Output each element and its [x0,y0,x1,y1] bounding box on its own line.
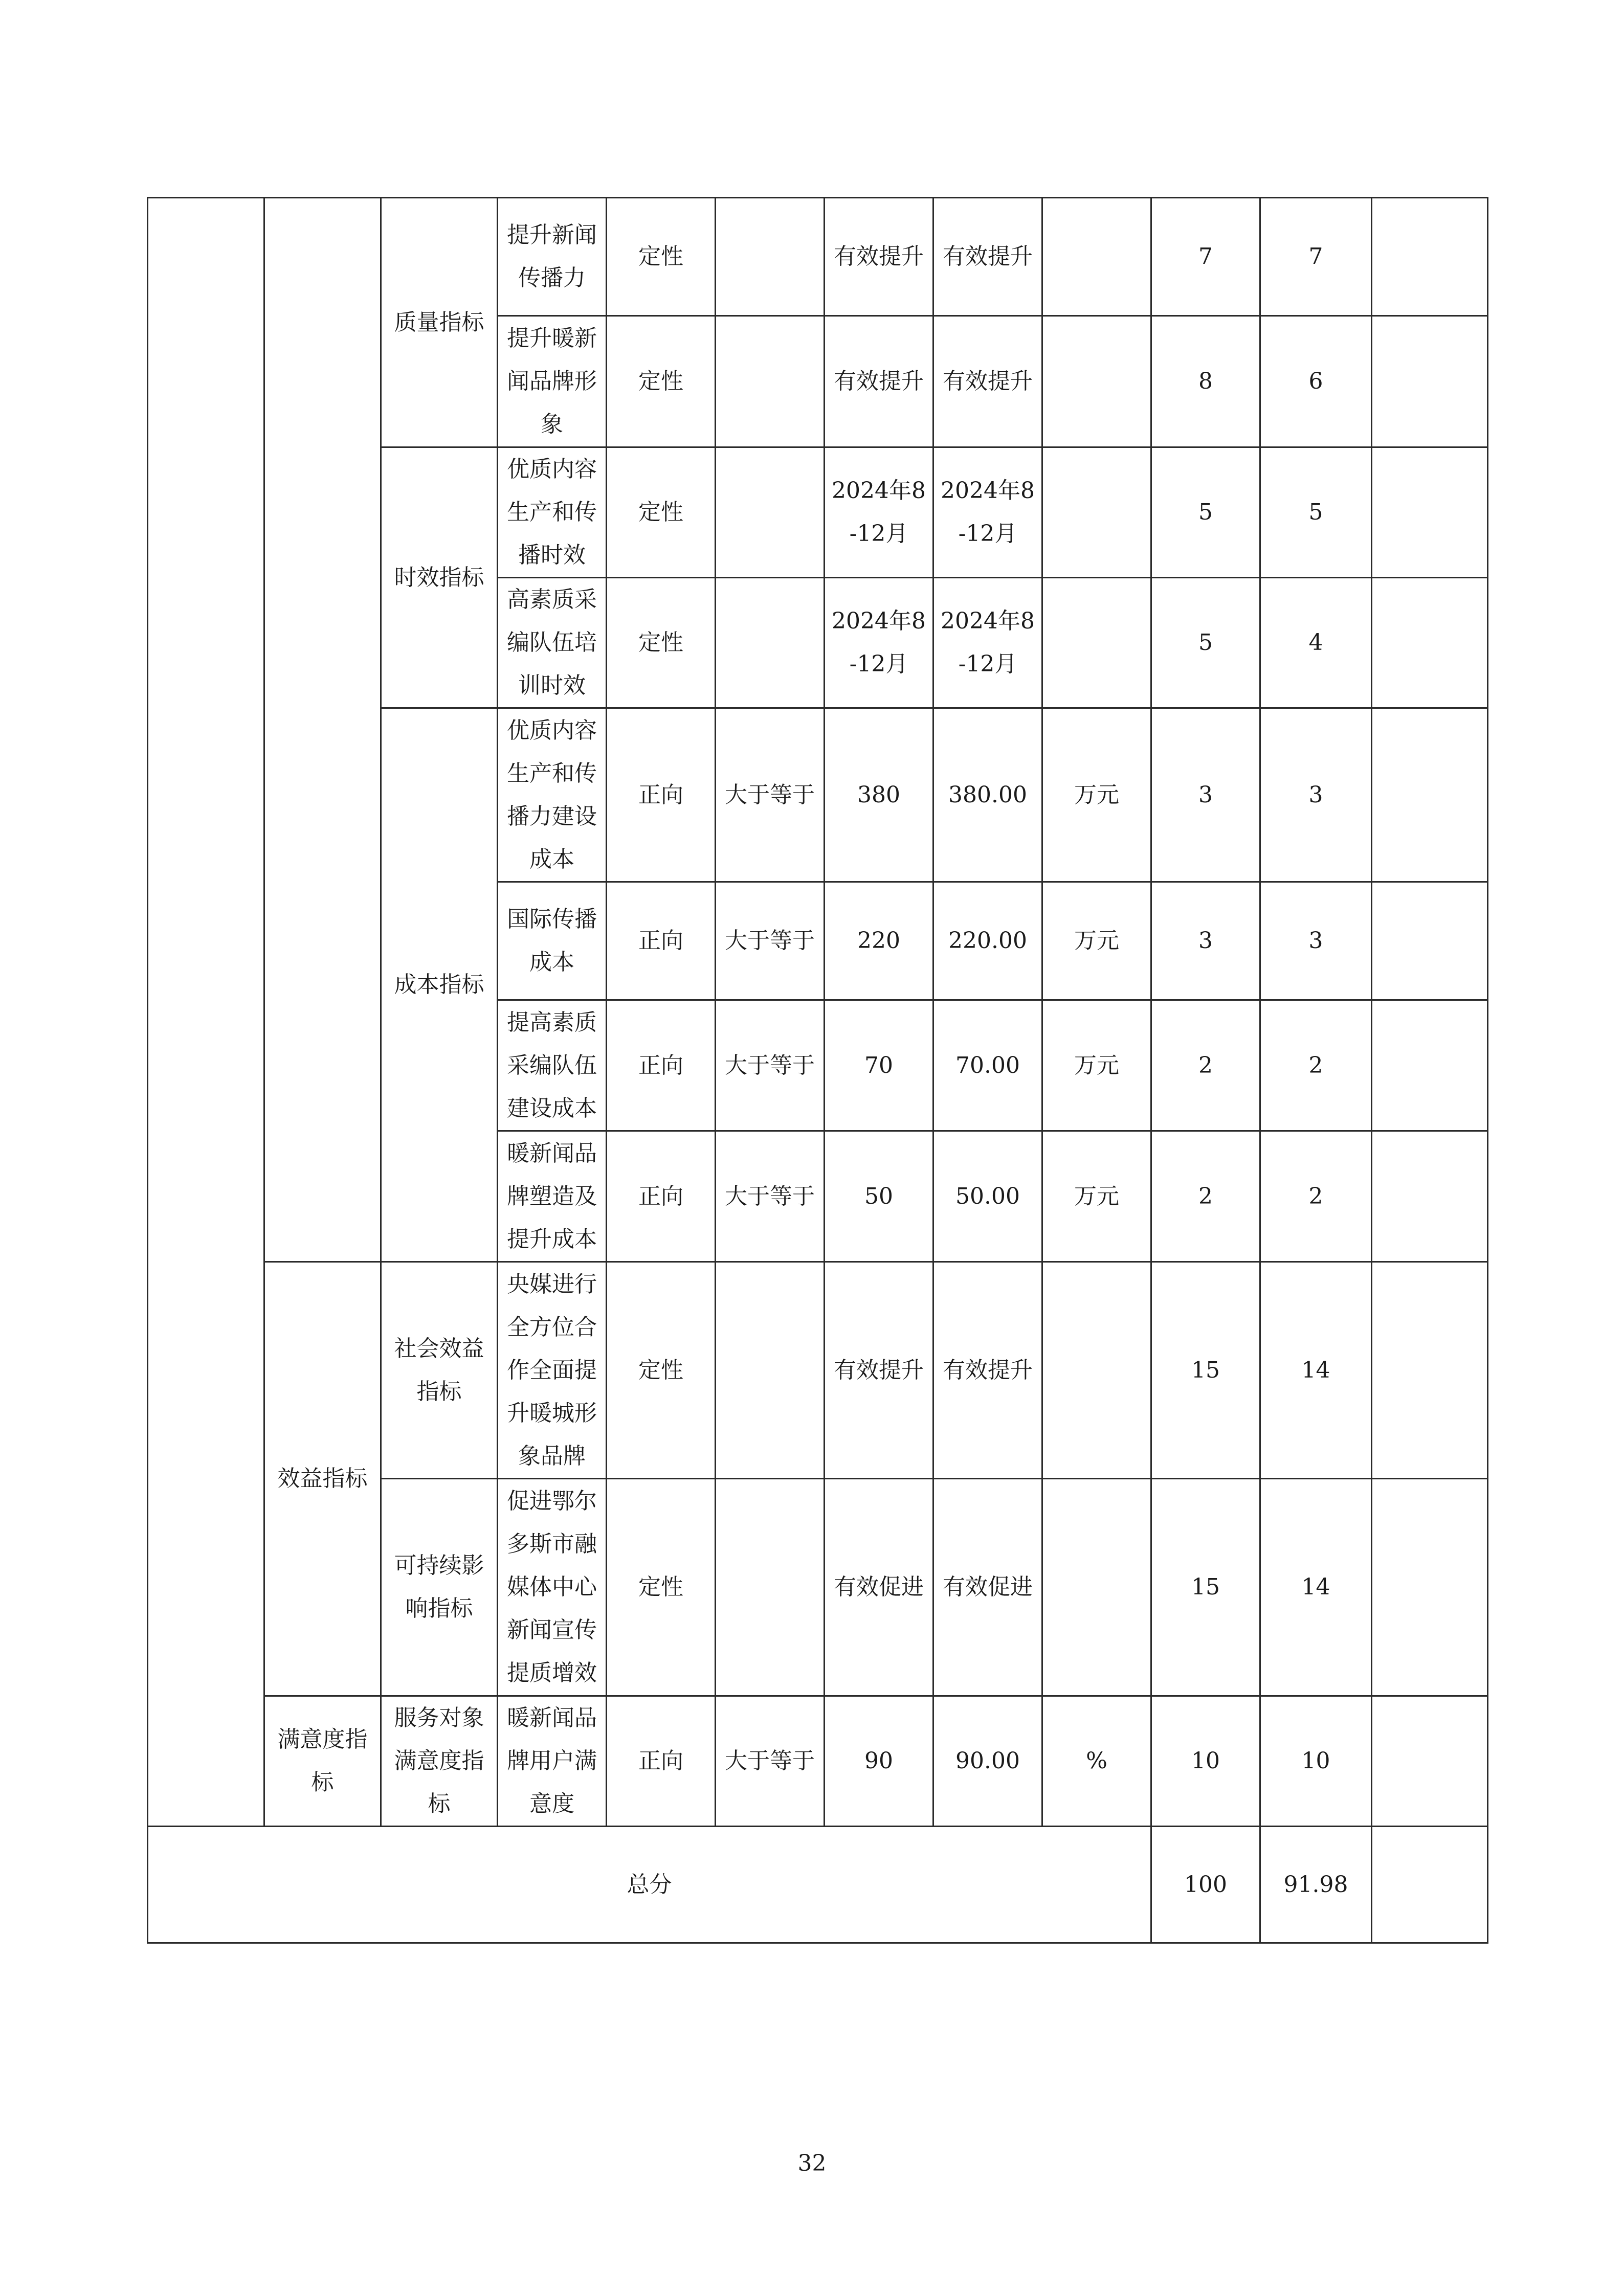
indicator-name: 优质内容生产和传播力建设成本 [498,708,607,882]
indicator-unit: 万元 [1042,882,1151,1000]
indicator-weight: 7 [1151,198,1260,316]
indicator-note [1372,316,1488,447]
indicator-target: 90 [825,1696,933,1827]
indicator-unit [1042,578,1151,708]
indicator-unit: 万元 [1042,1000,1151,1131]
indicator-score: 10 [1260,1696,1372,1827]
indicator-attr: 定性 [607,1479,716,1696]
indicator-weight: 8 [1151,316,1260,447]
indicator-weight: 15 [1151,1479,1260,1696]
indicator-target: 有效提升 [825,198,933,316]
indicator-weight: 10 [1151,1696,1260,1827]
indicator-actual: 有效提升 [933,198,1042,316]
indicator-name: 暖新闻品牌塑造及提升成本 [498,1131,607,1262]
indicator-note [1372,578,1488,708]
indicator-score: 3 [1260,708,1372,882]
level2-cell: 满意度指标 [264,1696,381,1827]
indicator-weight: 5 [1151,578,1260,708]
indicator-score: 14 [1260,1479,1372,1696]
indicator-note [1372,1131,1488,1262]
level3-cell: 成本指标 [381,708,498,1262]
indicator-weight: 3 [1151,882,1260,1000]
indicator-name: 暖新闻品牌用户满意度 [498,1696,607,1827]
indicator-operator [716,198,825,316]
indicator-attr: 正向 [607,1000,716,1131]
indicator-actual: 有效促进 [933,1479,1042,1696]
level3-cell: 社会效益指标 [381,1262,498,1479]
indicator-actual: 2024年8-12月 [933,447,1042,578]
indicator-operator: 大于等于 [716,708,825,882]
indicator-target: 2024年8-12月 [825,578,933,708]
indicator-attr: 正向 [607,1696,716,1827]
indicator-actual: 2024年8-12月 [933,578,1042,708]
indicator-note [1372,198,1488,316]
table-row [148,1696,1488,1827]
indicator-target: 有效提升 [825,1262,933,1479]
indicator-name: 国际传播成本 [498,882,607,1000]
indicator-actual: 90.00 [933,1696,1042,1827]
indicator-score: 7 [1260,198,1372,316]
indicator-score: 5 [1260,447,1372,578]
total-weight: 100 [1151,1827,1260,1943]
indicator-unit [1042,316,1151,447]
table-row [148,198,1488,316]
indicator-attr: 定性 [607,578,716,708]
indicator-name: 高素质采编队伍培训时效 [498,578,607,708]
indicator-target: 有效提升 [825,316,933,447]
indicator-actual: 70.00 [933,1000,1042,1131]
indicator-name: 央媒进行全方位合作全面提升暖城形象品牌 [498,1262,607,1479]
table-row [148,1262,1488,1479]
indicator-unit [1042,1262,1151,1479]
indicator-note [1372,1000,1488,1131]
indicator-note [1372,882,1488,1000]
indicator-name: 提高素质采编队伍建设成本 [498,1000,607,1131]
indicator-target: 220 [825,882,933,1000]
indicator-actual: 有效提升 [933,1262,1042,1479]
level3-cell: 时效指标 [381,447,498,708]
indicator-attr: 定性 [607,316,716,447]
indicator-target: 2024年8-12月 [825,447,933,578]
level2-cell: 效益指标 [264,1262,381,1696]
total-score: 91.98 [1260,1827,1372,1943]
indicator-note [1372,1262,1488,1479]
indicator-note [1372,1696,1488,1827]
indicator-attr: 定性 [607,1262,716,1479]
indicator-score: 4 [1260,578,1372,708]
total-label: 总分 [148,1827,1151,1943]
indicator-actual: 380.00 [933,708,1042,882]
indicator-note [1372,447,1488,578]
indicator-operator [716,316,825,447]
indicator-score: 2 [1260,1131,1372,1262]
level2-cell [264,198,381,1262]
indicator-weight: 2 [1151,1131,1260,1262]
level1-cell [148,198,264,1827]
indicator-score: 3 [1260,882,1372,1000]
indicator-unit: % [1042,1696,1151,1827]
indicator-name: 促进鄂尔多斯市融媒体中心新闻宣传提质增效 [498,1479,607,1696]
indicator-unit [1042,1479,1151,1696]
level3-cell: 服务对象满意度指标 [381,1696,498,1827]
indicator-attr: 正向 [607,882,716,1000]
indicator-target: 有效促进 [825,1479,933,1696]
level3-cell: 质量指标 [381,198,498,447]
indicator-operator [716,1479,825,1696]
indicator-target: 380 [825,708,933,882]
indicator-weight: 5 [1151,447,1260,578]
indicator-target: 70 [825,1000,933,1131]
indicator-attr: 定性 [607,447,716,578]
indicator-actual: 50.00 [933,1131,1042,1262]
indicator-unit: 万元 [1042,1131,1151,1262]
page-number: 32 [797,2150,827,2176]
indicator-score: 2 [1260,1000,1372,1131]
indicator-operator: 大于等于 [716,1000,825,1131]
indicator-attr: 正向 [607,1131,716,1262]
level3-cell: 可持续影响指标 [381,1479,498,1696]
indicator-attr: 正向 [607,708,716,882]
indicator-unit [1042,198,1151,316]
indicator-attr: 定性 [607,198,716,316]
indicator-weight: 2 [1151,1000,1260,1131]
performance-table [147,197,1488,1944]
indicator-weight: 3 [1151,708,1260,882]
indicator-operator: 大于等于 [716,1696,825,1827]
indicator-operator [716,578,825,708]
indicator-actual: 有效提升 [933,316,1042,447]
indicator-actual: 220.00 [933,882,1042,1000]
indicator-score: 6 [1260,316,1372,447]
indicator-note [1372,708,1488,882]
indicator-name: 提升新闻传播力 [498,198,607,316]
indicator-name: 提升暖新闻品牌形象 [498,316,607,447]
indicator-operator: 大于等于 [716,1131,825,1262]
indicator-unit: 万元 [1042,708,1151,882]
indicator-name: 优质内容生产和传播时效 [498,447,607,578]
total-row [148,1827,1488,1943]
indicator-note [1372,1479,1488,1696]
total-note [1372,1827,1488,1943]
indicator-score: 14 [1260,1262,1372,1479]
indicator-operator: 大于等于 [716,882,825,1000]
indicator-operator [716,1262,825,1479]
indicator-operator [716,447,825,578]
indicator-target: 50 [825,1131,933,1262]
indicator-weight: 15 [1151,1262,1260,1479]
indicator-unit [1042,447,1151,578]
